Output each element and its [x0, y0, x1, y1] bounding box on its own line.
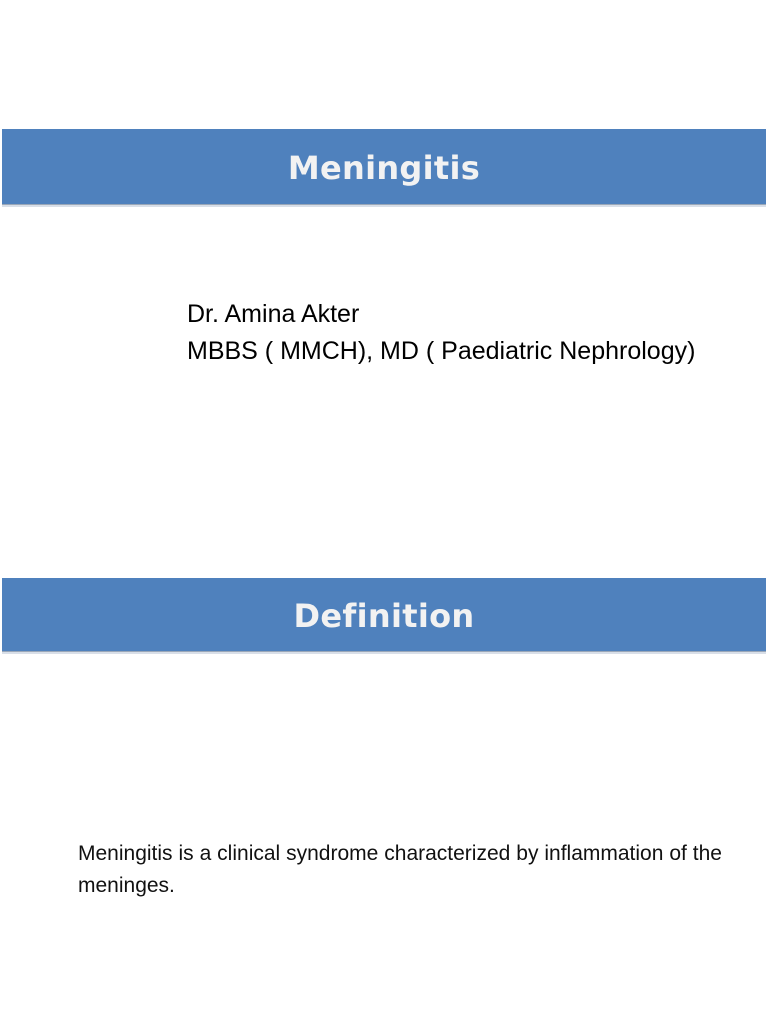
definition-text: Meningitis is a clinical syndrome characterized by inflammation of the meninges. [78, 842, 722, 897]
slide-title: Meningitis [287, 148, 481, 187]
author-name: Dr. Amina Akter [187, 300, 360, 328]
title-banner [2, 129, 766, 205]
definition-title: Definition [293, 596, 475, 635]
author-credentials: MBBS ( MMCH), MD ( Paediatric Nephrology) [187, 337, 696, 365]
definition-banner [2, 578, 766, 652]
author-block [187, 296, 757, 370]
